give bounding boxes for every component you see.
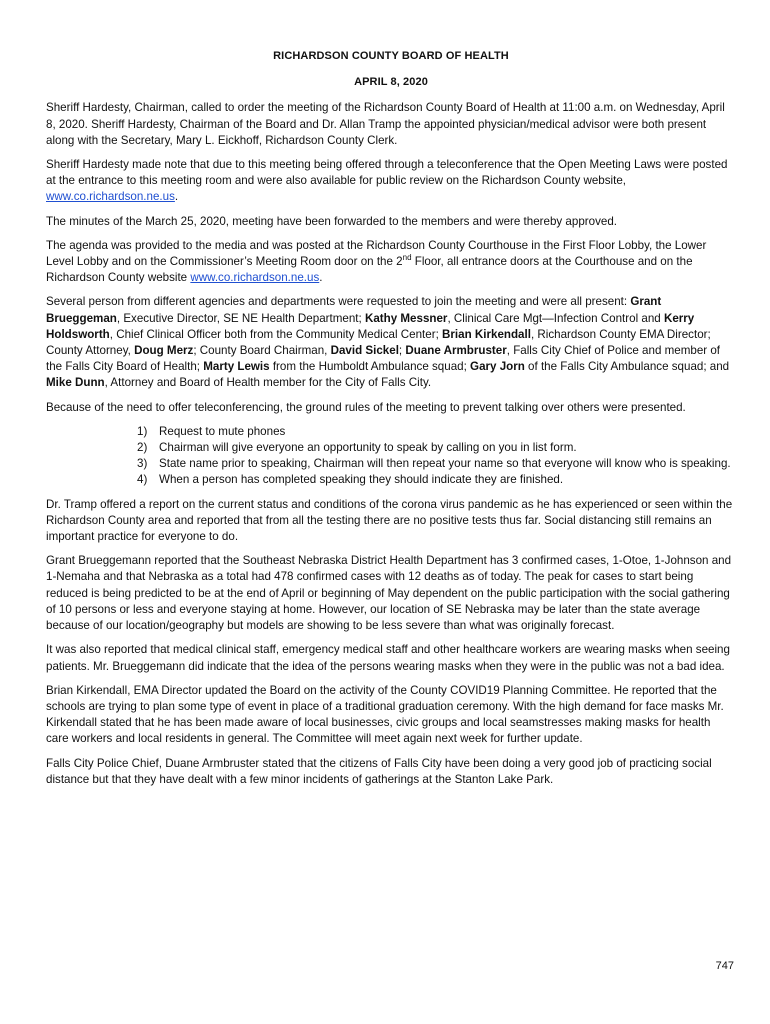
attendee-name: Duane Armbruster xyxy=(405,344,507,358)
list-item xyxy=(137,456,736,472)
paragraph-text: , Executive Director, SE NE Health Department; xyxy=(116,311,365,325)
list-number: 4) xyxy=(137,473,148,487)
paragraph-masks: It was also reported that medical clinical staff, emergency medical staff and other healthcare workers are wearing masks when seeing patients. Mr. Brueggemann did indicate that the idea of the persons wearing masks when they were in the public was not a bad idea. xyxy=(46,643,730,673)
list-item xyxy=(137,424,736,440)
paragraph-end: . xyxy=(174,190,179,204)
paragraph-text: , Falls City Chief of Police and member of the Falls City Board of Health; xyxy=(46,344,721,374)
paragraph-brueggemann-report: Grant Brueggemann reported that the Southeast Nebraska District Health Department has 3 confirmed cases, 1-Otoe, 1-Johnson and 1-Nemaha and that Nebraska as a total had 478 confirmed cases with 12 deaths as of today. The peak for cases to start being reduced is being predicted to be at the end of April or beginning of May dependent on the public participation with the social gathering of 10 persons or less and everyone staying at home. However, our location of SE Nebraska may be later than the state average because of our location/geography but models are showing to be less severe than what was originally forecast. xyxy=(46,554,732,633)
list-item xyxy=(137,440,736,456)
list-number: 3) xyxy=(137,457,148,471)
list-item-text: Request to mute phones xyxy=(159,424,286,438)
document-title: RICHARDSON COUNTY BOARD OF HEALTH xyxy=(273,50,509,62)
list-item-text: When a person has completed speaking they should indicate they are finished. xyxy=(159,473,564,487)
attendee-name: Gary Jorn xyxy=(470,360,525,374)
paragraph-text: , Clinical Care Mgt—Infection Control and xyxy=(447,311,664,325)
attendee-name: Brian Kirkendall xyxy=(442,327,531,341)
paragraph-text: Several person from different agencies and departments were requested to join the meeting and were all present: xyxy=(46,295,631,309)
paragraph-ground-rules-intro: Because of the need to offer teleconferencing, the ground rules of the meeting to prevent talking over others were presented. xyxy=(46,400,686,414)
paragraph-text: , Attorney and Board of Health member for the City of Falls City. xyxy=(104,376,432,390)
list-item-text: Chairman will give everyone an opportunity to speak by calling on you in list form. xyxy=(159,441,577,455)
attendee-name: Doug Merz xyxy=(134,344,194,358)
paragraph-open-meeting-laws xyxy=(46,157,736,206)
paragraph-text: from the Humboldt Ambulance squad; xyxy=(269,360,471,374)
county-website-link[interactable]: www.co.richardson.ne.us xyxy=(190,271,320,285)
page-number: 747 xyxy=(715,960,734,972)
paragraph-agenda xyxy=(46,238,736,287)
list-number: 1) xyxy=(137,424,148,438)
superscript: nd xyxy=(402,253,412,263)
attendee-name: Mike Dunn xyxy=(46,376,105,390)
paragraph-text: Sheriff Hardesty made note that due to this meeting being offered through a teleconference that the Open Meeting Laws were posted at the entrance to this meeting room and were also available for public review on the Richardson County website, xyxy=(46,158,728,188)
ground-rules-list xyxy=(46,424,736,489)
paragraph-kirkendall-update: Brian Kirkendall, EMA Director updated the Board on the activity of the County COVID19 Planning Committee. He reported that the schools are trying to plan some type of event in place of a traditional graduation ceremony. With the high demand for face masks Mr. Kirkendall stated that he has been made aware of local businesses, civic groups and local seamstresses making masks for health care workers and local residents in general. The Committee will meet again next week for further update. xyxy=(46,683,724,746)
paragraph-armbruster-report: Falls City Police Chief, Duane Armbruster stated that the citizens of Falls City have been doing a very good job of practicing social distance but that they have dealt with a few minor incidents of gatherings at the Stanton Lake Park. xyxy=(46,756,712,786)
paragraph-text: , Richardson County EMA Director; County Attorney, xyxy=(46,327,711,358)
document-page xyxy=(46,48,736,796)
list-item xyxy=(137,472,736,488)
paragraph-text: of the Falls City Ambulance squad; and xyxy=(524,360,730,374)
paragraph-minutes: The minutes of the March 25, 2020, meeting have been forwarded to the members and were thereby approved. xyxy=(46,214,618,228)
paragraph-attendees xyxy=(46,294,736,391)
county-website-link[interactable]: www.co.richardson.ne.us xyxy=(46,190,175,204)
paragraph-text: The agenda was provided to the media and was posted at the Richardson County Courthouse in the First Floor Lobby, the Lower Level Lobby and on the Commissioner’s Meeting Room door on the 2 xyxy=(46,238,707,269)
paragraph-text: Floor, all entrance doors at the Courthouse and on the Richardson County website xyxy=(46,255,693,285)
paragraph-call-to-order: Sheriff Hardesty, Chairman, called to order the meeting of the Richardson County Board of Health at 11:00 a.m. on Wednesday, April 8, 2020. Sheriff Hardesty, Chairman of the Board and Dr. Allan Tramp the appointed physician/medical advisor were both present along with the Secretary, Mary L. Eickhoff, Richardson County Clerk. xyxy=(46,101,725,147)
paragraph-text: ; xyxy=(398,344,406,358)
attendee-name: Grant Brueggeman xyxy=(46,295,662,325)
list-number: 2) xyxy=(137,441,148,455)
attendee-name: Marty Lewis xyxy=(203,360,270,374)
attendee-name: David Sickel xyxy=(330,344,399,358)
attendee-name: Kathy Messner xyxy=(364,311,448,325)
list-item-text: State name prior to speaking, Chairman will then repeat your name so that everyone will know who is speaking. xyxy=(159,457,731,471)
paragraph-end: . xyxy=(319,271,323,285)
paragraph-tramp-report: Dr. Tramp offered a report on the current status and conditions of the corona virus pandemic as he has experienced or seen within the Richardson County area and reported that from all the testing there are no positive tests thus far. Social distancing still remains an important practice for everyone to do. xyxy=(46,497,733,544)
paragraph-text: , Chief Clinical Officer both from the Community Medical Center; xyxy=(109,327,443,341)
attendee-name: Kerry Holdsworth xyxy=(46,311,695,341)
meeting-date: APRIL 8, 2020 xyxy=(354,76,428,89)
paragraph-text: ; County Board Chairman, xyxy=(193,344,331,358)
